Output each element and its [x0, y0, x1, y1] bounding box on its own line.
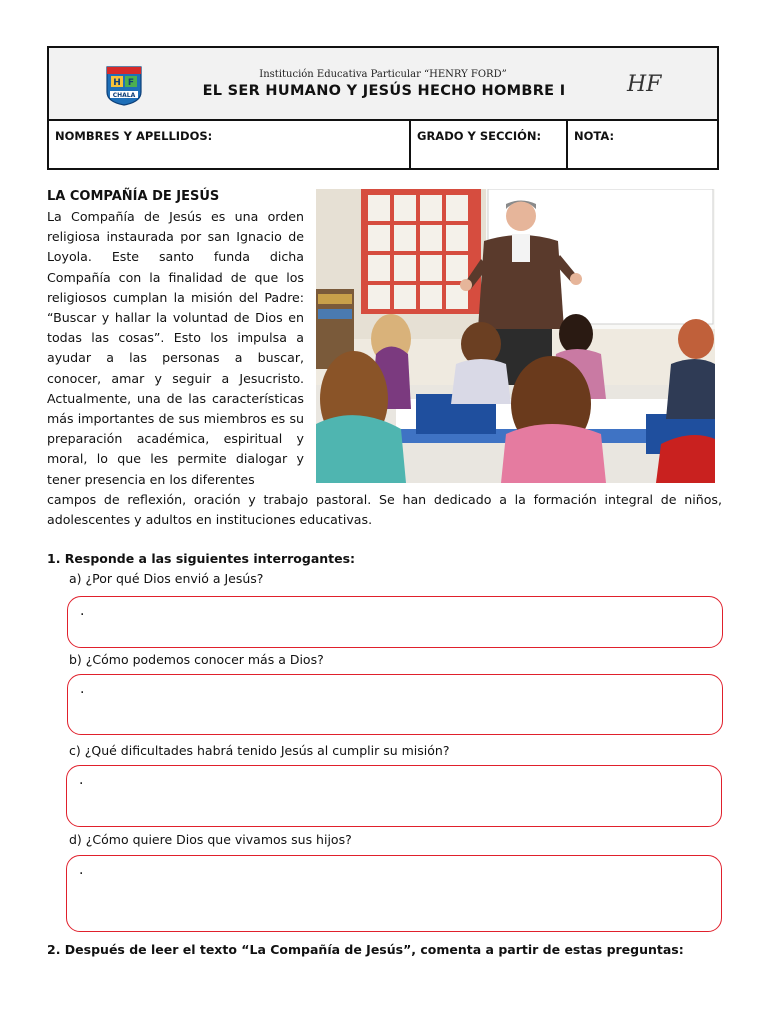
- reading-paragraph-start: La Compañía de Jesús es una orden religiosa instaurada por san Ignacio de Loyola. Este santo funda dicha Compañía con la finalidad de que los religiosos cumplan la misión del Padre: “Buscar y hallar la voluntad de Dios en todas las cosas”. Esto los impulsa a ayudar a las personas a buscar, conocer, amar y seguir a Jesucristo. Actualmente, una de las características más importantes de sus miembros es su preparación académica, espiritual y moral, lo que les permite dialogar y tener presencia en los diferentes: [47, 209, 304, 487]
- names-label: NOMBRES Y APELLIDOS:: [55, 129, 213, 143]
- answer-b-box[interactable]: [67, 674, 723, 735]
- institution-name: Institución Educativa Particular “HENRY FORD”: [259, 69, 507, 80]
- logo-letter-h: H: [113, 78, 121, 88]
- logo-letter-f: F: [127, 78, 135, 88]
- question-c-label: c) ¿Qué dificultades habrá tenido Jesús al cumplir su misión?: [69, 743, 450, 758]
- answer-b-text: .: [80, 681, 85, 697]
- answer-d-text: .: [79, 862, 84, 878]
- reading-paragraph-end: campos de reflexión, oración y trabajo pastoral. Se han dedicado a la formación integral de niños, adolescentes y adultos en instituciones educativas.: [47, 492, 722, 528]
- question-d-label: d) ¿Cómo quiere Dios que vivamos sus hijos?: [69, 832, 352, 847]
- logo-caption: CHALA: [112, 92, 136, 99]
- worksheet-header: [47, 46, 719, 170]
- grade-section-label: GRADO Y SECCIÓN:: [417, 129, 542, 143]
- classroom-photo: [316, 189, 715, 483]
- worksheet-title: EL SER HUMANO Y JESÚS HECHO HOMBRE I: [202, 83, 566, 99]
- grade-label: NOTA:: [574, 129, 615, 143]
- answer-c-box[interactable]: [66, 765, 722, 827]
- hf-signature: HF: [627, 72, 662, 97]
- title-row: [49, 48, 717, 121]
- student-info-row: [49, 121, 717, 168]
- answer-a-text: .: [80, 603, 85, 619]
- question-1-heading: 1. Responde a las siguientes interrogantes:: [47, 551, 356, 566]
- names-field[interactable]: [49, 121, 411, 168]
- answer-c-text: .: [79, 772, 84, 788]
- answer-d-box[interactable]: [66, 855, 722, 932]
- question-b-label: b) ¿Cómo podemos conocer más a Dios?: [69, 652, 324, 667]
- reading-title: LA COMPAÑÍA DE JESÚS: [47, 189, 220, 204]
- answer-a-box[interactable]: [67, 596, 723, 648]
- question-2-heading: 2. Después de leer el texto “La Compañía de Jesús”, comenta a partir de estas preguntas:: [47, 942, 684, 957]
- grade-field[interactable]: [568, 121, 717, 168]
- question-a-label: a) ¿Por qué Dios envió a Jesús?: [69, 571, 264, 586]
- grade-section-field[interactable]: [411, 121, 568, 168]
